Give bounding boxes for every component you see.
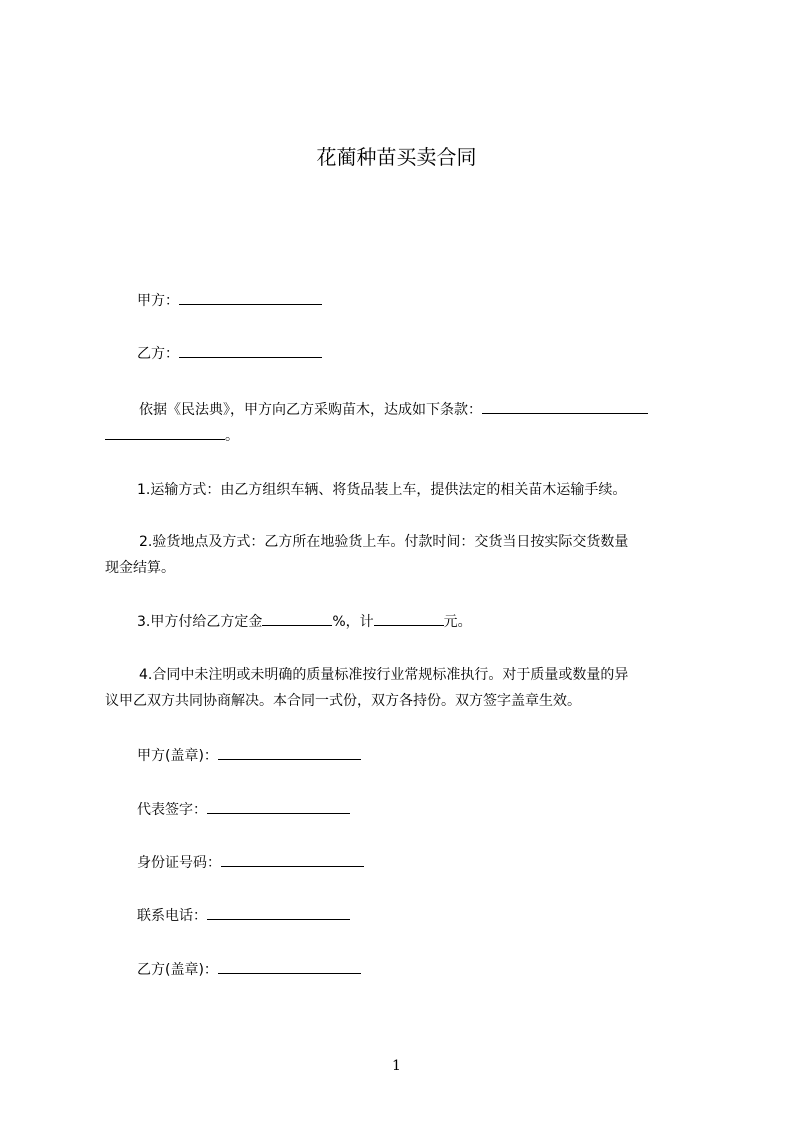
sign-id-number <box>137 852 364 873</box>
sign-party-b-seal <box>137 959 361 980</box>
sign-party-a-seal <box>137 745 361 766</box>
clause-1: 1.运输方式：由乙方组织车辆、将货品装上车，提供法定的相关苗木运输手续。 <box>137 482 627 498</box>
sign-party-b-seal-blank <box>218 959 361 974</box>
clause-3-text-a: 3.甲方付给乙方定金 <box>137 614 263 630</box>
clause-3 <box>137 611 472 632</box>
page-number: 1 <box>392 1058 401 1074</box>
intro-blank-1 <box>482 399 648 414</box>
sign-representative-blank <box>207 799 350 814</box>
clause-4-line-1: 4.合同中未注明或未明确的质量标准按行业常规标准执行。对于质量或数量的异 <box>139 667 629 683</box>
sign-representative <box>137 799 350 820</box>
deposit-percent-blank <box>262 611 332 626</box>
intro-text: 依据《民法典》，甲方向乙方采购苗木，达成如下条款： <box>139 402 482 418</box>
sign-id-number-label: 身份证号码： <box>137 855 221 871</box>
document-title: 花蔺种苗买卖合同 <box>316 145 477 169</box>
sign-party-b-seal-label: 乙方(盖章)： <box>137 962 218 978</box>
sign-phone <box>137 905 350 926</box>
clause-3-text-c: 元。 <box>443 614 472 630</box>
party-b-label: 乙方： <box>137 346 179 362</box>
sign-phone-blank <box>207 905 350 920</box>
clause-4-line-2: 议甲乙双方共同协商解决。本合同一式份，双方各持份。双方签字盖章生效。 <box>105 693 581 709</box>
intro-line-2 <box>105 425 239 446</box>
party-b-blank <box>179 343 322 358</box>
party-a-line <box>137 290 322 311</box>
sign-party-a-seal-label: 甲方(盖章)： <box>137 748 218 764</box>
party-a-blank <box>179 290 322 305</box>
sign-party-a-seal-blank <box>218 745 361 760</box>
intro-blank-2 <box>105 425 225 440</box>
clause-2-line-1: 2.验货地点及方式：乙方所在地验货上车。付款时间：交货当日按实际交货数量 <box>139 534 629 550</box>
sign-representative-label: 代表签字： <box>137 802 207 818</box>
intro-end: 。 <box>225 428 239 444</box>
deposit-amount-blank <box>374 611 444 626</box>
sign-id-number-blank <box>221 852 364 867</box>
intro-line-1 <box>139 399 648 420</box>
clause-2-line-2: 现金结算。 <box>105 560 175 576</box>
party-b-line <box>137 343 322 364</box>
clause-3-text-b: %，计 <box>332 614 374 630</box>
party-a-label: 甲方： <box>137 293 179 309</box>
sign-phone-label: 联系电话： <box>137 908 207 924</box>
